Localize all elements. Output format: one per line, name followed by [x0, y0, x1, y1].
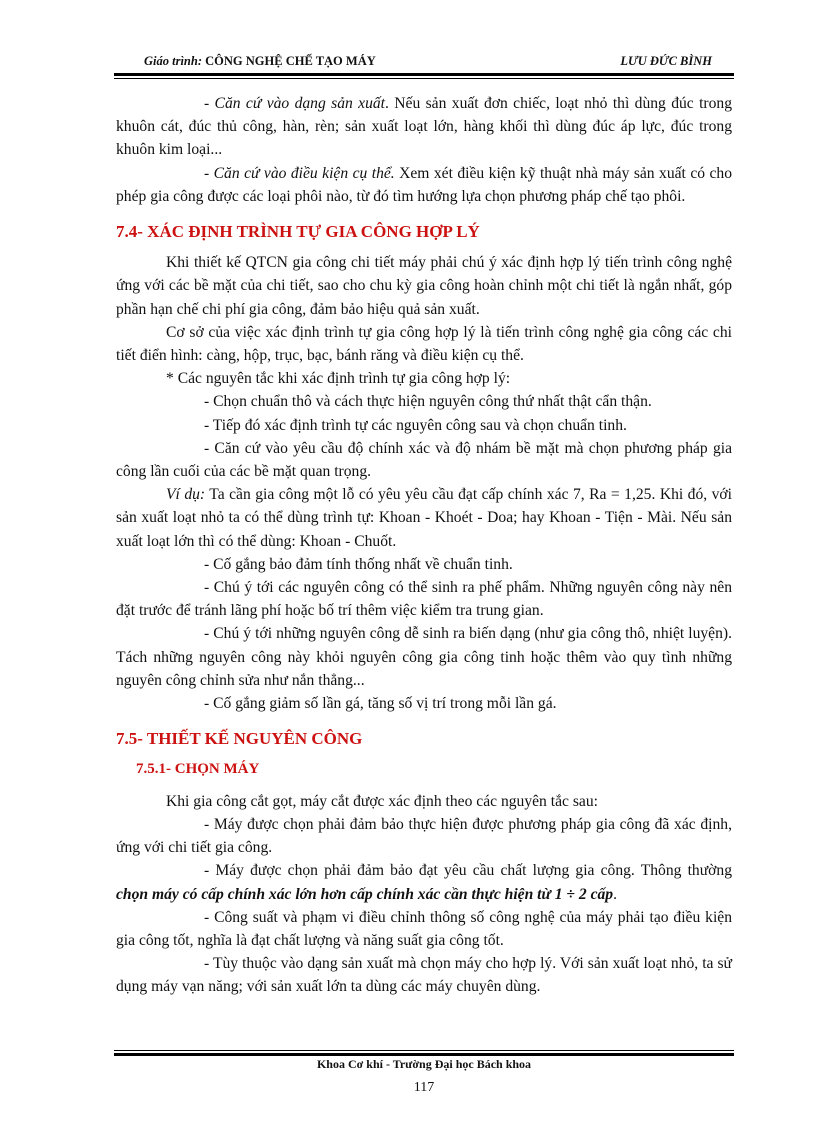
section-heading-7-5: 7.5- THIẾT KẾ NGUYÊN CÔNG	[116, 729, 363, 749]
paragraph: Cơ sở của việc xác định trình tự gia công hợp lý là tiến trình công nghệ gia công các chi tiết điển hình: càng, hộp, trục, bạc, bánh răng và điều kiện cụ thể.	[116, 323, 732, 365]
example-label: Ví dụ:	[166, 486, 206, 504]
paragraph	[116, 92, 732, 162]
paragraph	[116, 162, 732, 208]
subsection-heading-7-5-1: 7.5.1- CHỌN MÁY	[136, 761, 260, 778]
list-item-end: .	[613, 885, 617, 903]
list-item: - Cố gắng giảm số lần gá, tăng số vị trí trong mỗi lần gá.	[204, 695, 557, 713]
paragraph-lead: - Căn cứ vào dạng sản xuất	[204, 95, 386, 112]
list-item: - Công suất và phạm vi điều chỉnh thông số công nghệ của máy phải tạo điều kiện gia công tốt, nghĩa là đạt chất lượng và năng suất gia công tốt.	[116, 908, 732, 949]
header-rule-thick	[114, 73, 734, 76]
section-heading-7-4: 7.4- XÁC ĐỊNH TRÌNH TỰ GIA CÔNG HỢP LÝ	[116, 222, 480, 242]
list-item-text: - Máy được chọn phải đảm bảo đạt yêu cầu chất lượng gia công. Thông thường	[204, 862, 732, 880]
list-item: - Chọn chuẩn thô và cách thực hiện nguyên công thứ nhất thật cẩn thận.	[204, 393, 652, 411]
page-body	[116, 92, 732, 999]
footer-institution: Khoa Cơ khí - Trường Đại học Bách khoa	[316, 1057, 532, 1071]
list-item: - Chú ý tới các nguyên công có thể sinh ra phế phẩm. Những nguyên công này nên đặt trước để tránh lãng phí hoặc bố trí thêm việc kiểm tra trung gian.	[116, 579, 732, 620]
list-item: - Căn cứ vào yêu cầu độ chính xác và độ nhám bề mặt mà chọn phương pháp gia công lần cuối của các bề mặt quan trọng.	[116, 439, 732, 481]
header-author: LƯU ĐỨC BÌNH	[620, 54, 712, 68]
page-number: 117	[413, 1080, 435, 1095]
list-item: - Tiếp đó xác định trình tự các nguyên công sau và chọn chuẩn tinh.	[204, 416, 627, 434]
paragraph-lead: - Căn cứ vào điều kiện cụ thể.	[204, 164, 395, 182]
list-item: - Máy được chọn phải đảm bảo thực hiện được phương pháp gia công đã xác định, ứng với chi tiết gia công.	[116, 815, 732, 857]
header-book-title	[144, 54, 376, 69]
header-book-label: Giáo trình:	[144, 54, 203, 68]
page-header	[114, 52, 734, 70]
header-book-name: CÔNG NGHỆ CHẾ TẠO MÁY	[205, 54, 376, 68]
footer-rule-thick	[114, 1053, 734, 1056]
paragraph: Khi gia công cắt gọt, máy cắt được xác định theo các nguyên tắc sau:	[166, 792, 598, 810]
paragraph-text: . Nếu sản xuất đơn chiếc, loạt nhỏ thì dùng đúc trong khuôn cát, đúc thủ công, hàn, rèn; sản xuất loạt lớn, hàng khối thì dùng đúc áp lực, đúc trong khuôn kim loại...	[116, 95, 733, 159]
list-item: - Cố gắng bảo đảm tính thống nhất về chuẩn tinh.	[204, 555, 513, 573]
emphasis-text: chọn máy có cấp chính xác lớn hơn cấp chính xác cần thực hiện từ 1 ÷ 2 cấp	[116, 885, 614, 903]
example-text: Ta cần gia công một lỗ có yêu yêu cầu đạt cấp chính xác 7, Ra = 1,25. Khi đó, với sản xuất loạt nhỏ ta có thể dùng trình tự: Khoan - Khoét - Doa; hay Khoan - Tiện - Mài. Nếu sản xuất loạt lớn thì có thể dùng: Khoan - Chuốt.	[116, 486, 733, 550]
paragraph: Khi thiết kế QTCN gia công chi tiết máy phải chú ý xác định hợp lý tiến trình công nghệ ứng với các bề mặt của chi tiết, sao cho chu kỳ gia công hoàn chỉnh một chi tiết là ngắn nhất, góp phần hạn chế chi phí gia công, đảm bảo hiệu quả sản xuất.	[116, 254, 732, 318]
footer-rule-thin	[114, 1050, 734, 1051]
paragraph: * Các nguyên tắc khi xác định trình tự gia công hợp lý:	[166, 370, 511, 388]
list-item: - Chú ý tới những nguyên công dễ sinh ra biến dạng (như gia công thô, nhiệt luyện). Tách những nguyên công này khỏi nguyên công gia công tinh hoặc thêm vào quy tình những nguyên công chỉnh sửa như nắn thẳng...	[116, 625, 732, 689]
header-rule-thin	[114, 78, 734, 79]
example-paragraph	[116, 483, 732, 553]
list-item: - Tùy thuộc vào dạng sản xuất mà chọn máy cho hợp lý. Với sản xuất loạt nhỏ, ta sử dụng máy vạn năng; với sản xuất lớn ta dùng các máy chuyên dùng.	[116, 955, 732, 996]
paragraph-text: Xem xét điều kiện kỹ thuật nhà máy sản xuất có cho phép gia công được các loại phôi nào, từ đó tìm hướng lựa chọn phương pháp chế tạo phôi.	[116, 164, 733, 205]
list-item	[116, 859, 732, 905]
